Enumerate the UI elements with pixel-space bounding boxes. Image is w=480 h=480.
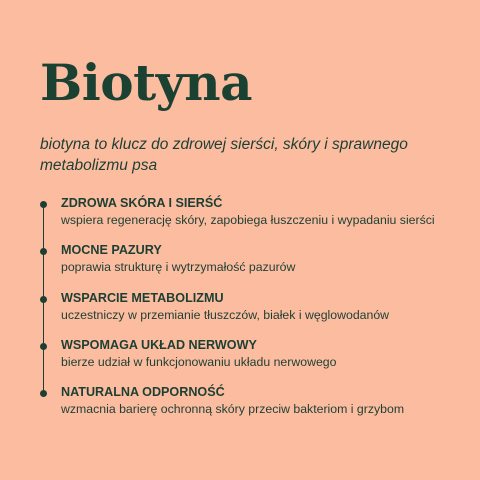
benefit-item-immunity [0, 384, 480, 428]
benefit-item-metabolism [0, 290, 480, 334]
benefit-description: wzmacnia barierę ochronną skóry przeciw bakteriom i grzybom [61, 402, 405, 416]
bullet-dot-icon [40, 201, 47, 208]
benefit-heading: ZDROWA SKÓRA I SIERŚĆ [61, 196, 223, 210]
benefit-item-skin-coat [0, 195, 480, 239]
page-title: Biotyna [40, 53, 253, 112]
bullet-dot-icon [40, 390, 47, 397]
benefit-heading: WSPOMAGA UKŁAD NERWOWY [61, 338, 257, 352]
bullet-dot-icon [40, 296, 47, 303]
bullet-dot-icon [40, 248, 47, 255]
benefit-heading: WSPARCIE METABOLIZMU [61, 291, 224, 305]
benefit-description: bierze udział w funkcjonowaniu układu nerwowego [61, 355, 337, 369]
bullet-dot-icon [40, 343, 47, 350]
benefit-heading: NATURALNA ODPORNOŚĆ [61, 385, 225, 399]
benefit-heading: MOCNE PAZURY [61, 243, 162, 257]
page-subtitle: biotyna to klucz do zdrowej sierści, skóry i sprawnego metabolizmu psa [40, 136, 408, 174]
benefit-description: wspiera regenerację skóry, zapobiega łuszczeniu i wypadaniu sierści [61, 213, 435, 227]
benefit-description: poprawia strukturę i wytrzymałość pazurów [61, 260, 296, 274]
benefit-item-nervous-system [0, 337, 480, 381]
benefit-item-claws [0, 242, 480, 286]
benefit-description: uczestniczy w przemianie tłuszczów, białek i węglowodanów [61, 308, 390, 322]
